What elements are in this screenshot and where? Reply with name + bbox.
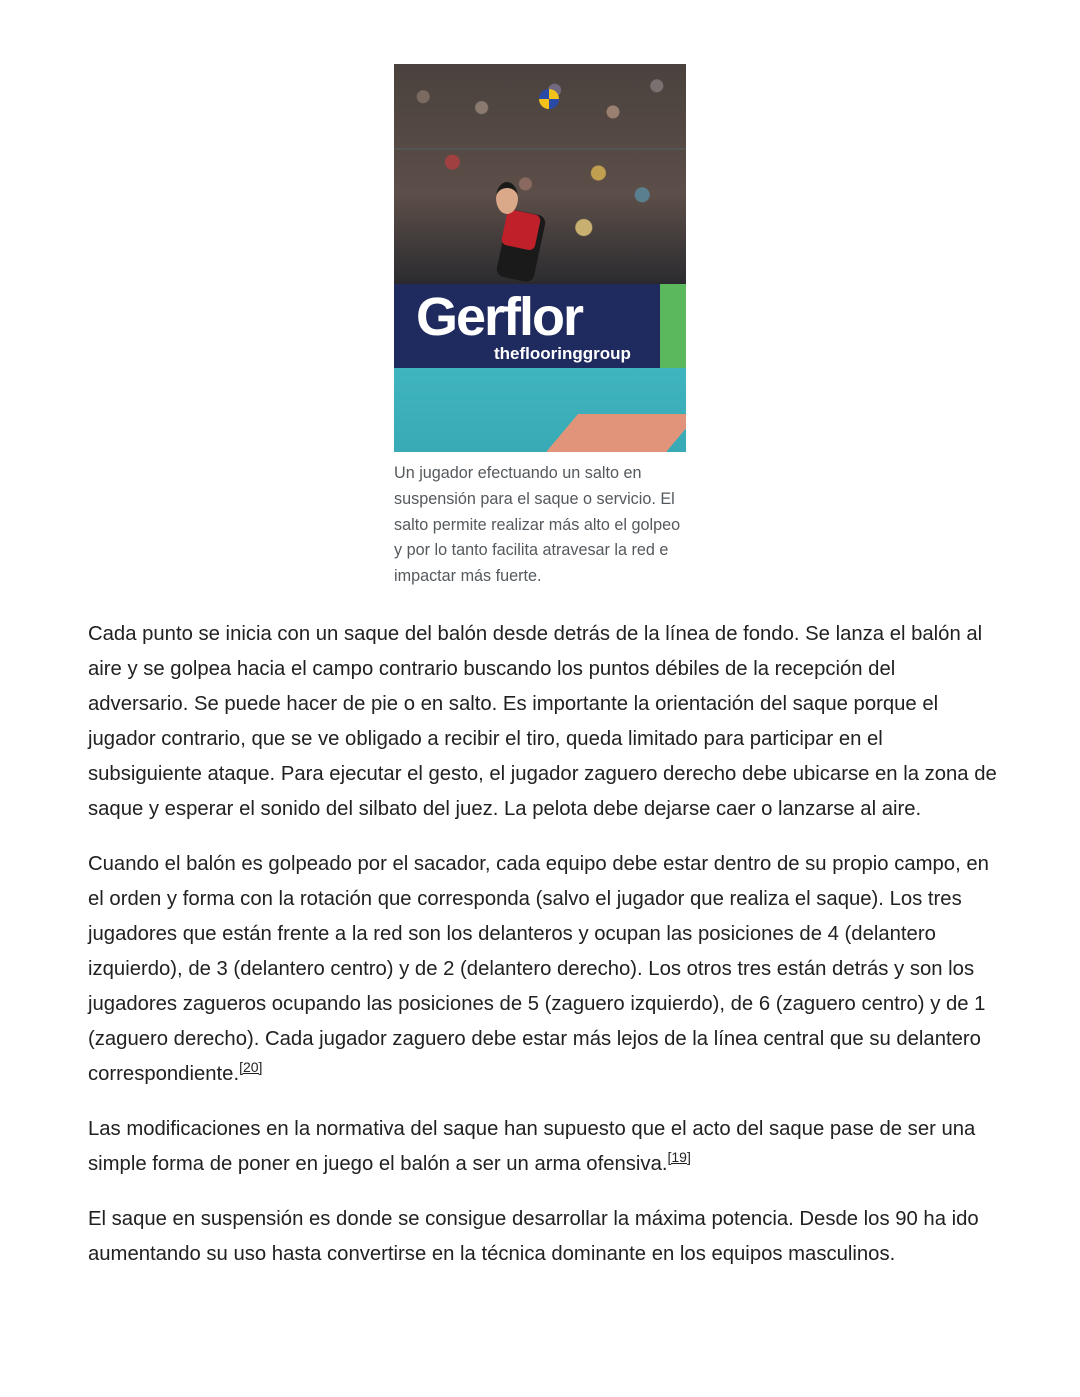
paragraph bbox=[88, 1112, 998, 1182]
paragraph bbox=[88, 1202, 998, 1272]
paragraph bbox=[88, 847, 998, 1092]
citation-link[interactable]: [19] bbox=[667, 1149, 691, 1166]
player-head bbox=[496, 182, 518, 214]
paragraph bbox=[88, 617, 998, 827]
paragraph-text: Las modificaciones en la normativa del saque han supuesto que el acto del saque pase de ser una simple forma de poner en juego el balón a ser un arma ofensiva. bbox=[88, 1118, 976, 1175]
figure bbox=[394, 64, 686, 590]
banner-subtitle: theflooringgroup bbox=[494, 344, 631, 363]
railing bbox=[394, 148, 686, 150]
volleyball-serve-photo[interactable] bbox=[394, 64, 686, 452]
paragraph-text: Cada punto se inicia con un saque del balón desde detrás de la línea de fondo. Se lanza el balón al aire y se golpea hacia el campo contrario buscando los puntos débiles de la recepción del adversario. Se puede hacer de pie o en salto. Es importante la orientación del saque porque el jugador contrario, que se ve obligado a recibir el tiro, queda limitado para participar en el subsiguiente ataque. Para ejecutar el gesto, el jugador zaguero derecho debe ubicarse en la zona de saque y esperar el sonido del silbato del juez. La pelota debe dejarse caer o lanzarse al aire. bbox=[88, 623, 997, 820]
paragraph-text: El saque en suspensión es donde se consigue desarrollar la máxima potencia. Desde los 90 ha ido aumentando su uso hasta convertirse en la técnica dominante en los equipos masculinos. bbox=[88, 1208, 979, 1265]
banner-logo: Gerflor bbox=[416, 287, 583, 347]
citation-link[interactable]: [20] bbox=[239, 1059, 263, 1076]
volleyball-ball bbox=[539, 89, 559, 109]
figure-caption: Un jugador efectuando un salto en suspensión para el saque o servicio. El salto permite realizar más alto el golpeo y por lo tanto facilita atravesar la red e impactar más fuerte. bbox=[394, 464, 681, 586]
paragraph-text: Cuando el balón es golpeado por el sacador, cada equipo debe estar dentro de su propio campo, en el orden y forma con la rotación que corresponda (salvo el jugador que realiza el saque). Los tres jugadores que están frente a la red son los delanteros y ocupan las posiciones de 4 (delantero izquierdo), de 3 (delantero centro) y de 2 (delantero derecho). Los otros tres están detrás y son los jugadores zagueros ocupando las posiciones de 5 (zaguero izquierdo), de 6 (zaguero centro) y de 1 (zaguero derecho). Cada jugador zaguero debe estar más lejos de la línea central que su delantero correspondiente. bbox=[88, 853, 989, 1085]
article-body bbox=[88, 617, 998, 1292]
advertising-banner-green bbox=[660, 284, 686, 368]
